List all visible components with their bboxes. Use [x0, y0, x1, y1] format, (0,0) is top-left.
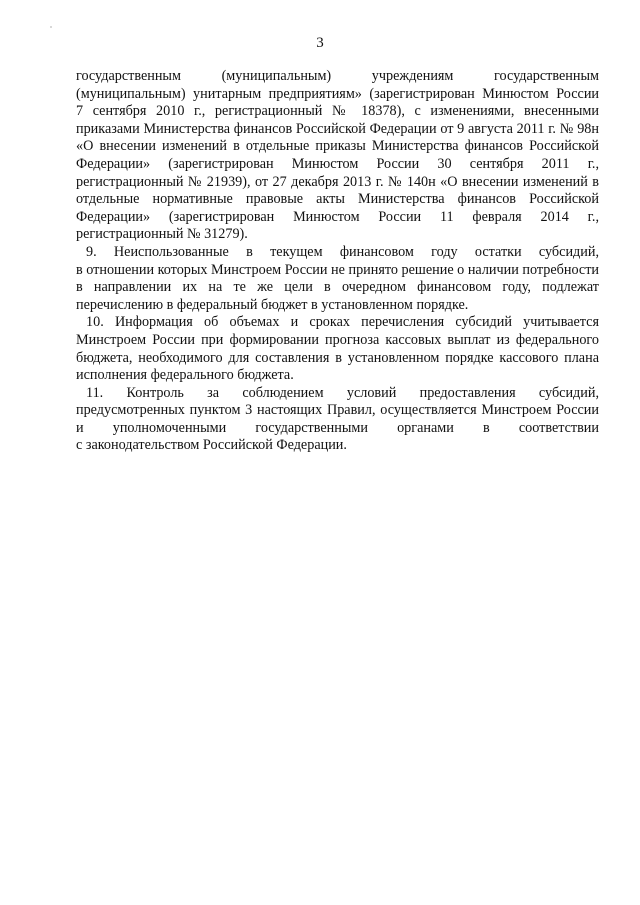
text-line: перечислению в федеральный бюджет в установленном порядке.	[76, 296, 469, 313]
text-line: регистрационный № 31279).	[76, 226, 248, 243]
text-line: бюджета, необходимого для составления в установленном порядке кассового плана	[76, 349, 599, 366]
text-line: предусмотренных пунктом 3 настоящих Правил, осуществляется Минстроем России	[76, 402, 599, 419]
text-line: в отношении которых Минстроем России не принято решение о наличии потребности	[76, 261, 599, 278]
text-line: отдельные нормативные правовые акты Министерства финансов Российской	[76, 191, 599, 208]
paragraph-item-10	[76, 314, 599, 384]
text-line: 10. Информация об объемах и сроках перечисления субсидий учитывается	[86, 314, 599, 331]
text-line: 7 сентября 2010 г., регистрационный № 18378), с изменениями, внесенными	[76, 103, 599, 120]
text-line: «О внесении изменений в отдельные приказы Министерства финансов Российской	[76, 138, 599, 155]
text-line: регистрационный № 21939), от 27 декабря 2013 г. № 140н «О внесении изменений в	[76, 173, 599, 190]
text-line: исполнения федерального бюджета.	[76, 367, 294, 384]
text-line: с законодательством Российской Федерации.	[76, 437, 347, 454]
text-line: 9. Неиспользованные в текущем финансовом году остатки субсидий,	[86, 243, 599, 260]
text-line: 11. Контроль за соблюдением условий предоставления субсидий,	[86, 384, 599, 401]
text-line: Федерации» (зарегистрирован Минюстом России 11 февраля 2014 г.,	[76, 208, 599, 225]
text-line: Федерации» (зарегистрирован Минюстом России 30 сентября 2011 г.,	[76, 155, 599, 172]
text-line: и уполномоченными государственными органами в соответствии	[76, 419, 599, 436]
text-line: государственным (муниципальным) учреждениям государственным	[76, 68, 599, 84]
text-line: Минстроем России при формировании прогноза кассовых выплат из федерального	[76, 331, 599, 348]
text-line: в направлении их на те же цели в очередном финансовом году, подлежат	[76, 279, 599, 296]
paragraph-item-9	[76, 244, 599, 314]
document-body	[76, 68, 599, 455]
text-line: (муниципальным) унитарным предприятиям» (зарегистрирован Минюстом России	[76, 85, 599, 102]
paragraph-item-11	[76, 385, 599, 455]
page-number: 3	[316, 35, 324, 51]
paragraph-continuation	[76, 68, 599, 244]
text-line: приказами Министерства финансов Российской Федерации от 9 августа 2011 г. № 98н	[76, 120, 599, 137]
scan-speck	[50, 26, 52, 28]
